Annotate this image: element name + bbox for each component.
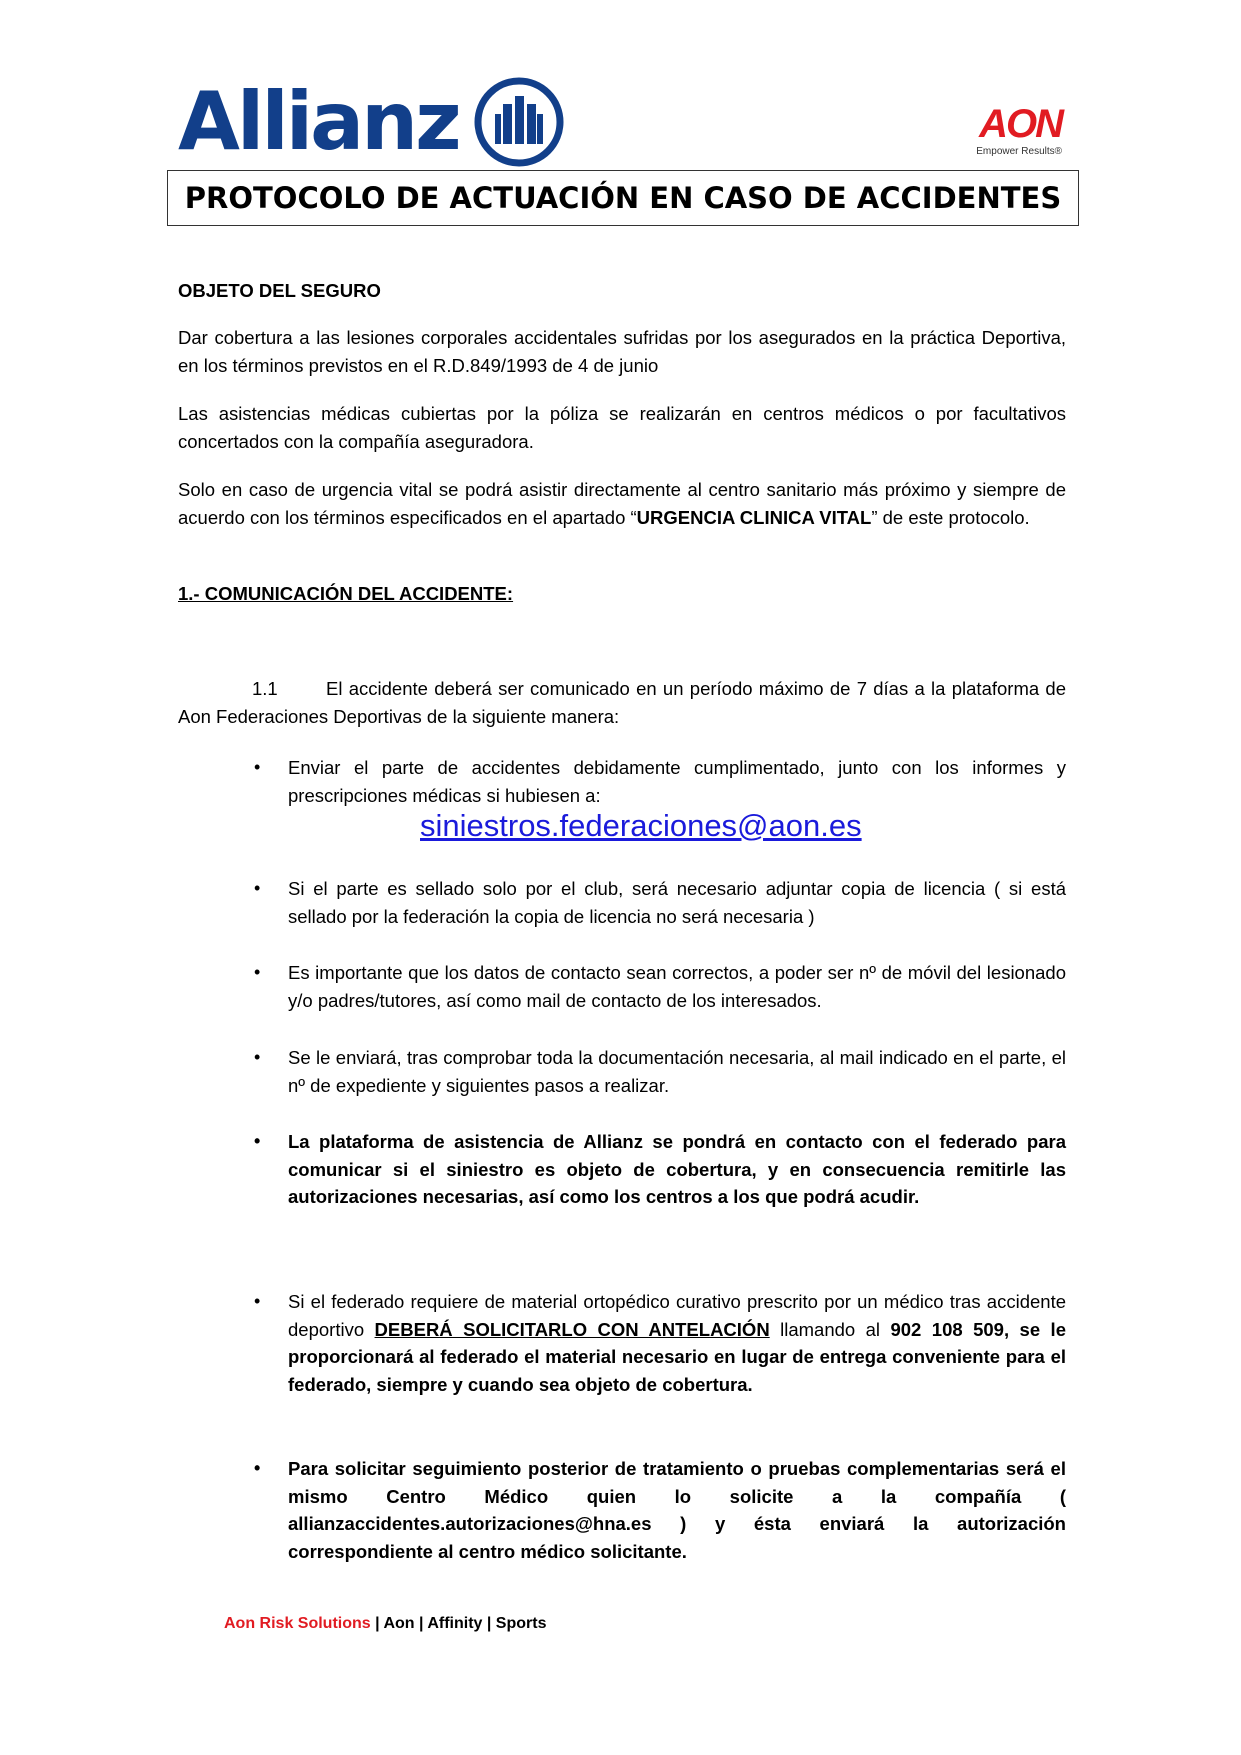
item-number: 1.1: [252, 678, 278, 699]
bullet-5: • La plataforma de asistencia de Allianz se pondrá en contacto con el federado para comunicar si el siniestro es objeto de cobertura, y en consecuencia remitirle las autorizaciones necesarias, así como los centros a los que podrá acudir.: [288, 1128, 1066, 1211]
heading-comunicacion: 1.- COMUNICACIÓN DEL ACCIDENTE:: [178, 583, 514, 604]
paragraph-cobertura: Dar cobertura a las lesiones corporales accidentales sufridas por los asegurados en la práctica Deportiva, en los términos previstos en el R.D.849/1993 de 4 de junio: [178, 327, 1066, 376]
bullet-1: • Enviar el parte de accidentes debidamente cumplimentado, junto con los informes y prescripciones médicas si hubiesen a:: [288, 754, 1066, 809]
bullet-icon: •: [254, 1047, 261, 1067]
heading-objeto: OBJETO DEL SEGURO: [178, 280, 381, 301]
section-comunicacion: [178, 580, 1066, 608]
paragraph-urgencia: Solo en caso de urgencia vital se podrá asistir directamente al centro sanitario más próximo y siempre de acuerdo con los términos especificados en el apartado “URGENCIA CLINICA VITAL” de este protocolo.: [178, 479, 1066, 528]
allianz-eagle-icon: [473, 76, 565, 168]
footer: [224, 1615, 546, 1633]
bullet-icon: •: [254, 1458, 261, 1478]
bullet-4: • Se le enviará, tras comprobar toda la documentación necesaria, al mail indicado en el parte, el nº de expediente y siguientes pasos a realizar.: [288, 1044, 1066, 1099]
bullet-icon: •: [254, 962, 261, 982]
email-link-siniestros[interactable]: siniestros.federaciones@aon.es: [420, 808, 862, 843]
bullet-2: • Si el parte es sellado solo por el club, será necesario adjuntar copia de licencia ( si está sellado por la federación la copia de licencia no será necesaria ): [288, 875, 1066, 930]
paragraph-3: [178, 476, 1066, 531]
allianz-logo: [178, 72, 565, 172]
bullet-icon: •: [254, 878, 261, 898]
urgencia-term: URGENCIA CLINICA VITAL: [636, 506, 872, 528]
item-text: El accidente deberá ser comunicado en un período máximo de 7 días a la plataforma de Aon Federaciones Deportivas de la siguiente manera:: [178, 678, 1066, 727]
phone-instructions: 902 108 509, se le proporcionará al federado el material necesario en lugar de entrega conveniente para el federado, siempre y cuando sea objeto de cobertura.: [288, 1318, 1066, 1395]
aon-wordmark: AON: [979, 102, 1062, 146]
bullet-icon: •: [254, 1291, 261, 1311]
solicitar-antelacion: DEBERÁ SOLICITARLO CON ANTELACIÓN: [374, 1318, 770, 1340]
section-objeto: [178, 277, 1066, 305]
document-title: PROTOCOLO DE ACTUACIÓN EN CASO DE ACCIDENTES: [184, 181, 1062, 215]
bullet-icon: •: [254, 1131, 261, 1151]
bullet-6: • Si el federado requiere de material ortopédico curativo prescrito por un médico tras accidente deportivo DEBERÁ SOLICITARLO CON ANTELACIÓN llamando al 902 108 509, se le proporcionará al federado el material necesario en lugar de entrega conveniente para el federado, siempre y cuando sea objeto de cobertura.: [288, 1288, 1066, 1398]
paragraph-2: [178, 400, 1066, 455]
title-box: [167, 170, 1079, 226]
allianz-wordmark: Allianz: [178, 75, 459, 168]
aon-tagline: Empower Results®: [976, 146, 1062, 157]
bullet-3: • Es importante que los datos de contacto sean correctos, a poder ser nº de móvil del lesionado y/o padres/tutores, así como mail de contacto de los interesados.: [288, 959, 1066, 1014]
bullet-7: • Para solicitar seguimiento posterior de tratamiento o pruebas complementarias será el mismo Centro Médico quien lo solicite a la compañía ( allianzaccidentes.autorizaciones@hna.es ) y ésta enviará la autorización correspondiente al centro médico solicitante.: [288, 1455, 1066, 1565]
bullet-icon: •: [254, 757, 261, 777]
footer-aon-risk: Aon Risk Solutions: [224, 1615, 371, 1632]
paragraph-asistencias: Las asistencias médicas cubiertas por la póliza se realizarán en centros médicos o por facultativos concertados con la compañía aseguradora.: [178, 403, 1066, 452]
aon-logo: [966, 104, 1062, 157]
paragraph-1: [178, 324, 1066, 379]
item-1-1: [178, 675, 1066, 730]
footer-rest: | Aon | Affinity | Sports: [370, 1615, 547, 1632]
